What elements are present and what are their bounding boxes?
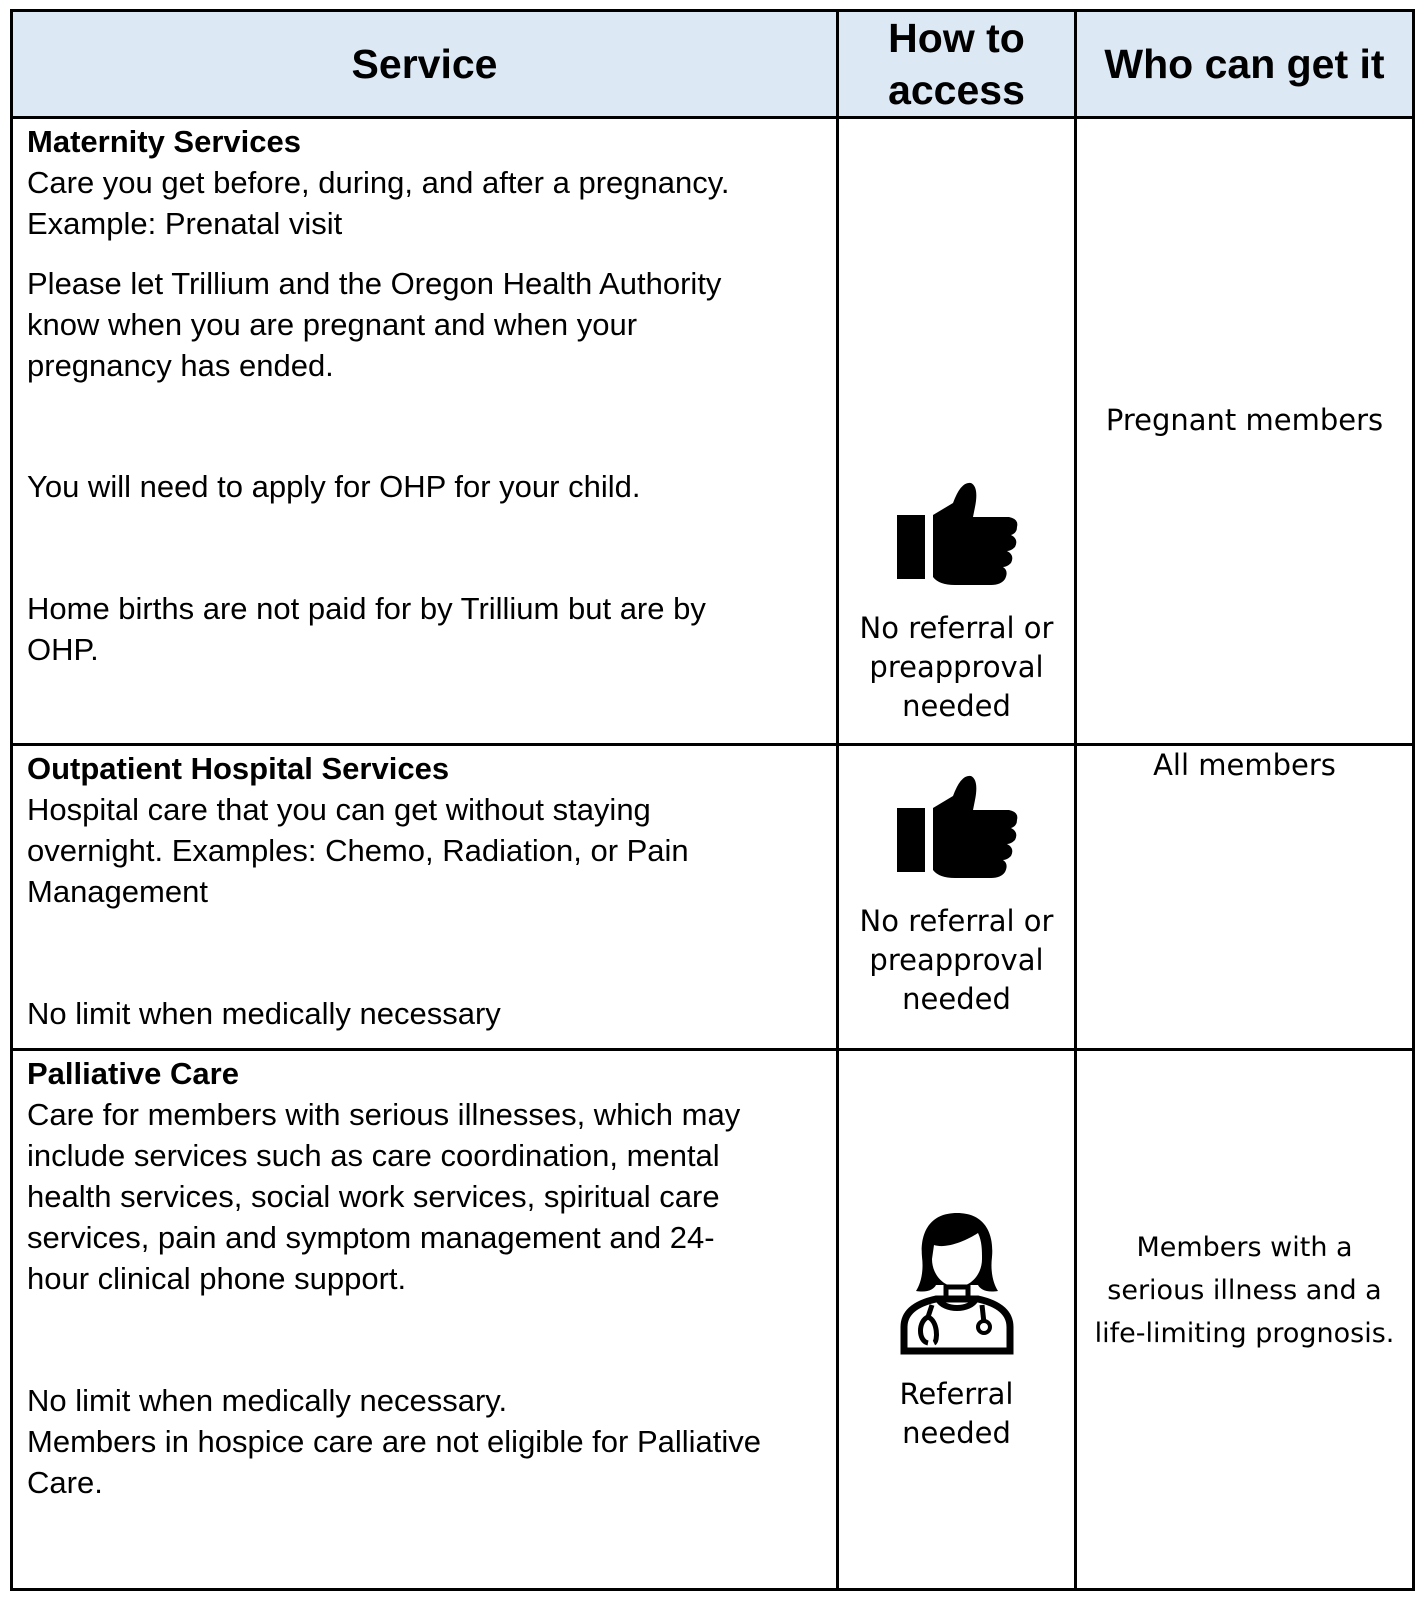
header-service: Service [12,11,838,118]
access-text: Referral needed [899,1377,1014,1450]
table-row [12,1050,1414,1590]
access-cell [838,745,1076,1050]
thumbs-up-icon [895,481,1019,589]
who-text: All members [1153,748,1336,782]
service-description: Hospital care that you can get without staying overnight. Examples: Chemo, Radiation, or Pain Management [27,792,689,909]
access-text: No referral or preapproval needed [859,904,1054,1016]
who-text: Pregnant members [1105,403,1384,437]
who-cell [1076,745,1414,1050]
service-note: No limit when medically necessary. Members in hospice care are not eligible for Palliative Care. [27,1383,762,1500]
service-description: Care for members with serious illnesses, which may include services such as care coordination, mental health services, social work services, spiritual care services, pain and symptom management and 24- hour clinical phone support. [27,1097,741,1296]
table-row [12,745,1414,1050]
service-note: No limit when medically necessary [27,996,501,1031]
service-note: Home births are not paid for by Trillium but are by OHP. [27,591,706,667]
who-text: Members with a serious illness and a life-limiting prognosis. [1094,1232,1395,1349]
header-who-can-get-it: Who can get it [1076,11,1414,118]
service-title: Maternity Services [27,124,301,159]
service-cell [12,745,838,1050]
access-cell [838,1050,1076,1590]
service-title: Palliative Care [27,1056,239,1091]
who-cell [1076,118,1414,745]
service-cell [12,1050,838,1590]
services-table [10,9,1415,1591]
access-cell [838,118,1076,745]
doctor-icon [898,1211,1016,1357]
thumbs-up-icon [895,774,1019,882]
who-cell [1076,1050,1414,1590]
access-text: No referral or preapproval needed [859,611,1054,723]
service-note: Please let Trillium and the Oregon Health Authority know when you are pregnant and when your pregnancy has ended. [27,266,722,383]
header-how-to-access: How to access [838,11,1076,118]
service-description: Care you get before, during, and after a pregnancy. Example: Prenatal visit [27,165,730,241]
service-note: You will need to apply for OHP for your child. [27,469,641,504]
header-row [12,11,1414,118]
service-cell [12,118,838,745]
service-title: Outpatient Hospital Services [27,751,450,786]
table-row [12,118,1414,745]
